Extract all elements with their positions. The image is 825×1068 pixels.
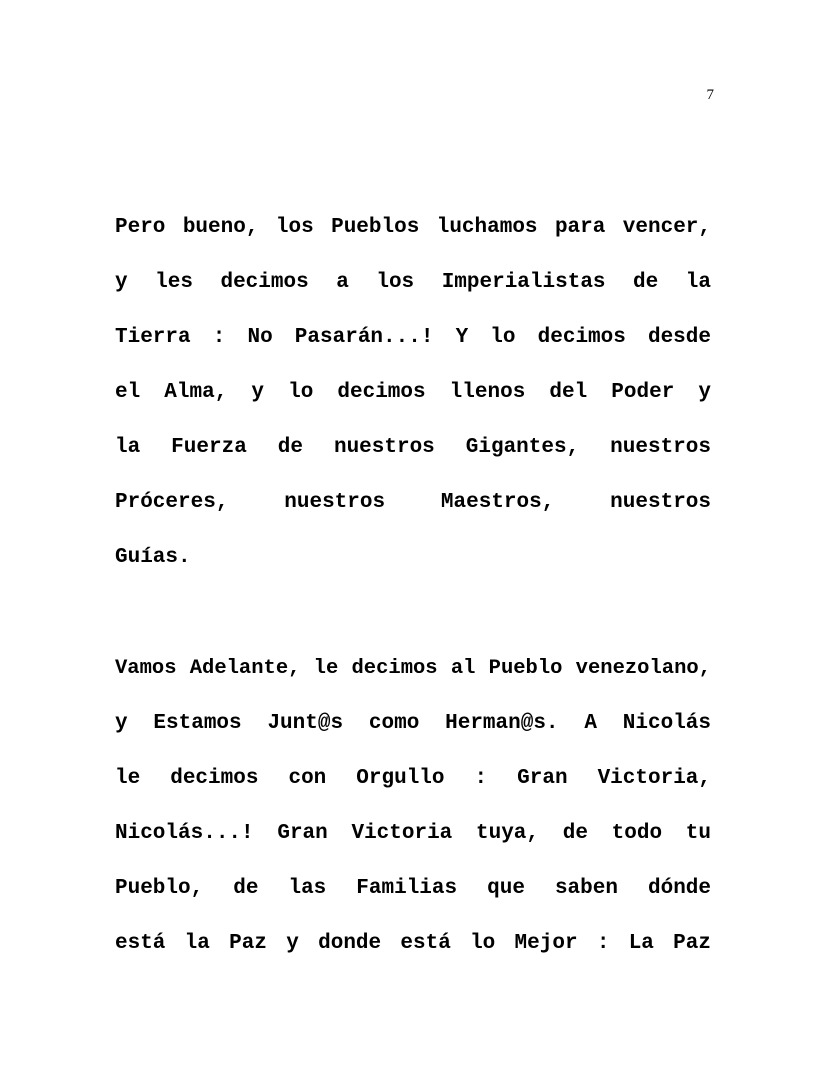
text-line: Pueblo, de las Familias que saben dónde [115,877,711,900]
text-line: Tierra : No Pasarán...! Y lo decimos desde [115,326,711,349]
text-line: el Alma, y lo decimos llenos del Poder y [115,381,711,404]
text-line: Pero bueno, los Pueblos luchamos para vencer, [115,216,711,239]
page-number: 7 [706,87,714,103]
text-line: le decimos con Orgullo : Gran Victoria, [115,767,711,790]
text-line: la Fuerza de nuestros Gigantes, nuestros [115,436,711,459]
text-line: Nicolás...! Gran Victoria tuya, de todo tu [115,822,711,845]
text-line: Guías. [115,546,191,569]
text-line: Próceres, nuestros Maestros, nuestros [115,491,711,514]
text-line: y les decimos a los Imperialistas de la [115,271,711,294]
text-line: Vamos Adelante, le decimos al Pueblo venezolano, [115,657,711,680]
text-line: está la Paz y donde está lo Mejor : La Paz [115,932,711,955]
text-line: y Estamos Junt@s como Herman@s. A Nicolás [115,712,711,735]
